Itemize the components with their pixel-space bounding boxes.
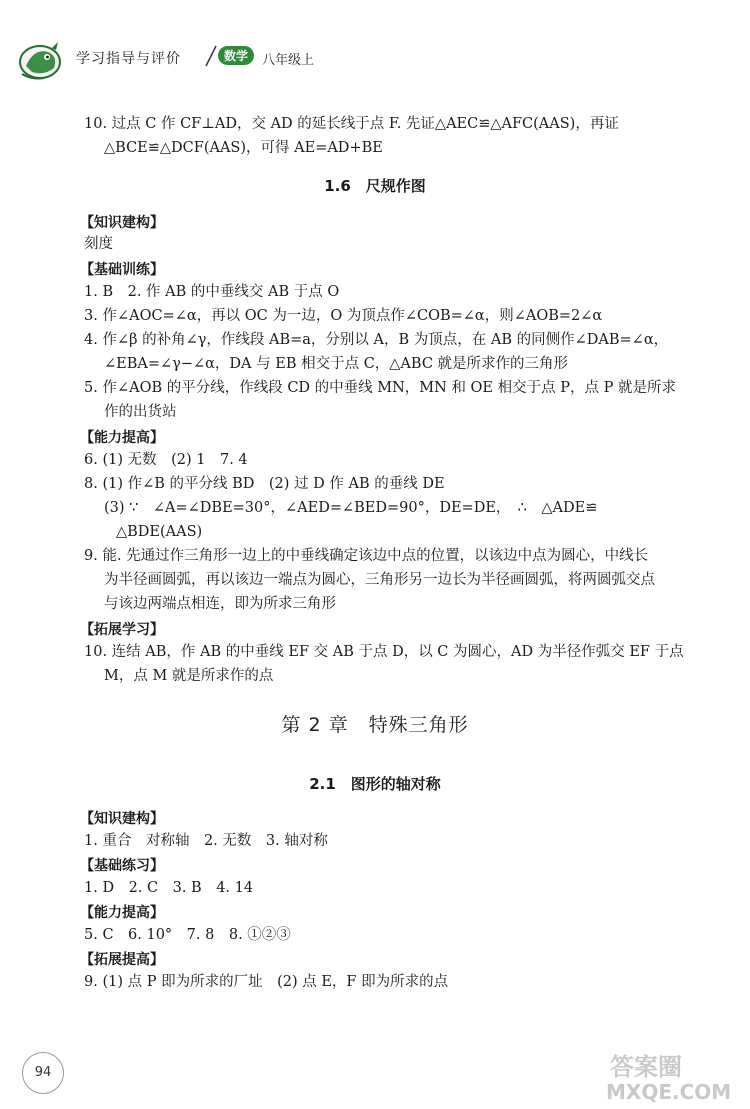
- answer-line: 10. 过点 C 作 CF⊥AD，交 AD 的延长线于点 F. 先证△AEC≌△AFC(AAS)，再证: [84, 116, 619, 132]
- answer-line: 9. 能. 先通过作三角形一边上的中垂线确定该边中点的位置，以该边中点为圆心，中线长: [84, 548, 649, 564]
- answer-line: 3. 作∠AOC=∠α，再以 OC 为一边，O 为顶点作∠COB=∠α，则∠AOB=2∠α: [84, 308, 603, 324]
- dragon-mascot-icon: [14, 36, 66, 82]
- answer-line: 5. C 6. 10° 7. 8 8. ①②③: [84, 927, 291, 943]
- answer-line: M，点 M 就是所求作的点: [104, 668, 274, 684]
- answer-line: 6. (1) 无数 (2) 1 7. 4: [84, 452, 248, 468]
- watermark-line2: MXQE.COM: [606, 1080, 732, 1104]
- answer-line: 1. D 2. C 3. B 4. 14: [84, 880, 254, 896]
- watermark-line1: 答案圈: [610, 1053, 682, 1081]
- page-number: 94: [22, 1052, 64, 1094]
- answer-line: △BCE≌△DCF(AAS)，可得 AE=AD+BE: [104, 140, 383, 156]
- page-header: [14, 36, 334, 80]
- watermark: [600, 1047, 740, 1105]
- answer-line: 4. 作∠β 的补角∠γ，作线段 AB=a，分别以 A，B 为顶点，在 AB 的同侧作∠DAB=∠α，: [84, 332, 669, 348]
- section-title: 2.1 图形的轴对称: [309, 775, 441, 793]
- answer-line: 为半径画圆弧，再以该边一端点为圆心，三角形另一边长为半径画圆弧，将两圆弧交点: [104, 572, 655, 588]
- section-title: 1.6 尺规作图: [324, 177, 426, 195]
- answer-line: 1. B 2. 作 AB 的中垂线交 AB 于点 O: [84, 284, 340, 300]
- answer-line: 1. 重合 对称轴 2. 无数 3. 轴对称: [84, 833, 328, 849]
- grade-label: 八年级上: [262, 53, 315, 68]
- book-title: 学习指导与评价: [76, 51, 181, 67]
- section-label: 【知识建构】: [80, 811, 164, 827]
- answer-line: 8. (1) 作∠B 的平分线 BD (2) 过 D 作 AB 的垂线 DE: [84, 476, 445, 492]
- answer-line: 与该边两端点相连，即为所求三角形: [104, 596, 336, 612]
- answer-line: 刻度: [84, 236, 113, 252]
- section-label: 【基础训练】: [80, 262, 164, 278]
- answer-line: (3) ∵ ∠A=∠DBE=30°，∠AED=∠BED=90°，DE=DE， ∴ △ADE≌: [104, 500, 598, 516]
- section-label: 【拓展学习】: [80, 622, 164, 638]
- header-divider: [204, 44, 218, 68]
- answer-line: 5. 作∠AOB 的平分线，作线段 CD 的中垂线 MN，MN 和 OE 相交于点 P，点 P 就是所求: [84, 380, 676, 396]
- section-label: 【能力提高】: [80, 905, 164, 921]
- answer-line: ∠EBA=∠γ−∠α，DA 与 EB 相交于点 C，△ABC 就是所求作的三角形: [104, 356, 569, 372]
- section-label: 【基础练习】: [80, 858, 164, 874]
- answer-line: 9. (1) 点 P 即为所求的厂址 (2) 点 E，F 即为所求的点: [84, 974, 449, 990]
- section-label: 【知识建构】: [80, 215, 164, 231]
- answer-line: 10. 连结 AB，作 AB 的中垂线 EF 交 AB 于点 D，以 C 为圆心，AD 为半径作弧交 EF 于点: [84, 644, 684, 660]
- chapter-title: 第 2 章 特殊三角形: [281, 714, 469, 736]
- section-label: 【拓展提高】: [80, 952, 164, 968]
- section-label: 【能力提高】: [80, 430, 164, 446]
- answer-line: 作的出货站: [104, 404, 177, 420]
- subject-badge: 数学: [218, 46, 254, 65]
- answer-line: △BDE(AAS): [116, 524, 203, 540]
